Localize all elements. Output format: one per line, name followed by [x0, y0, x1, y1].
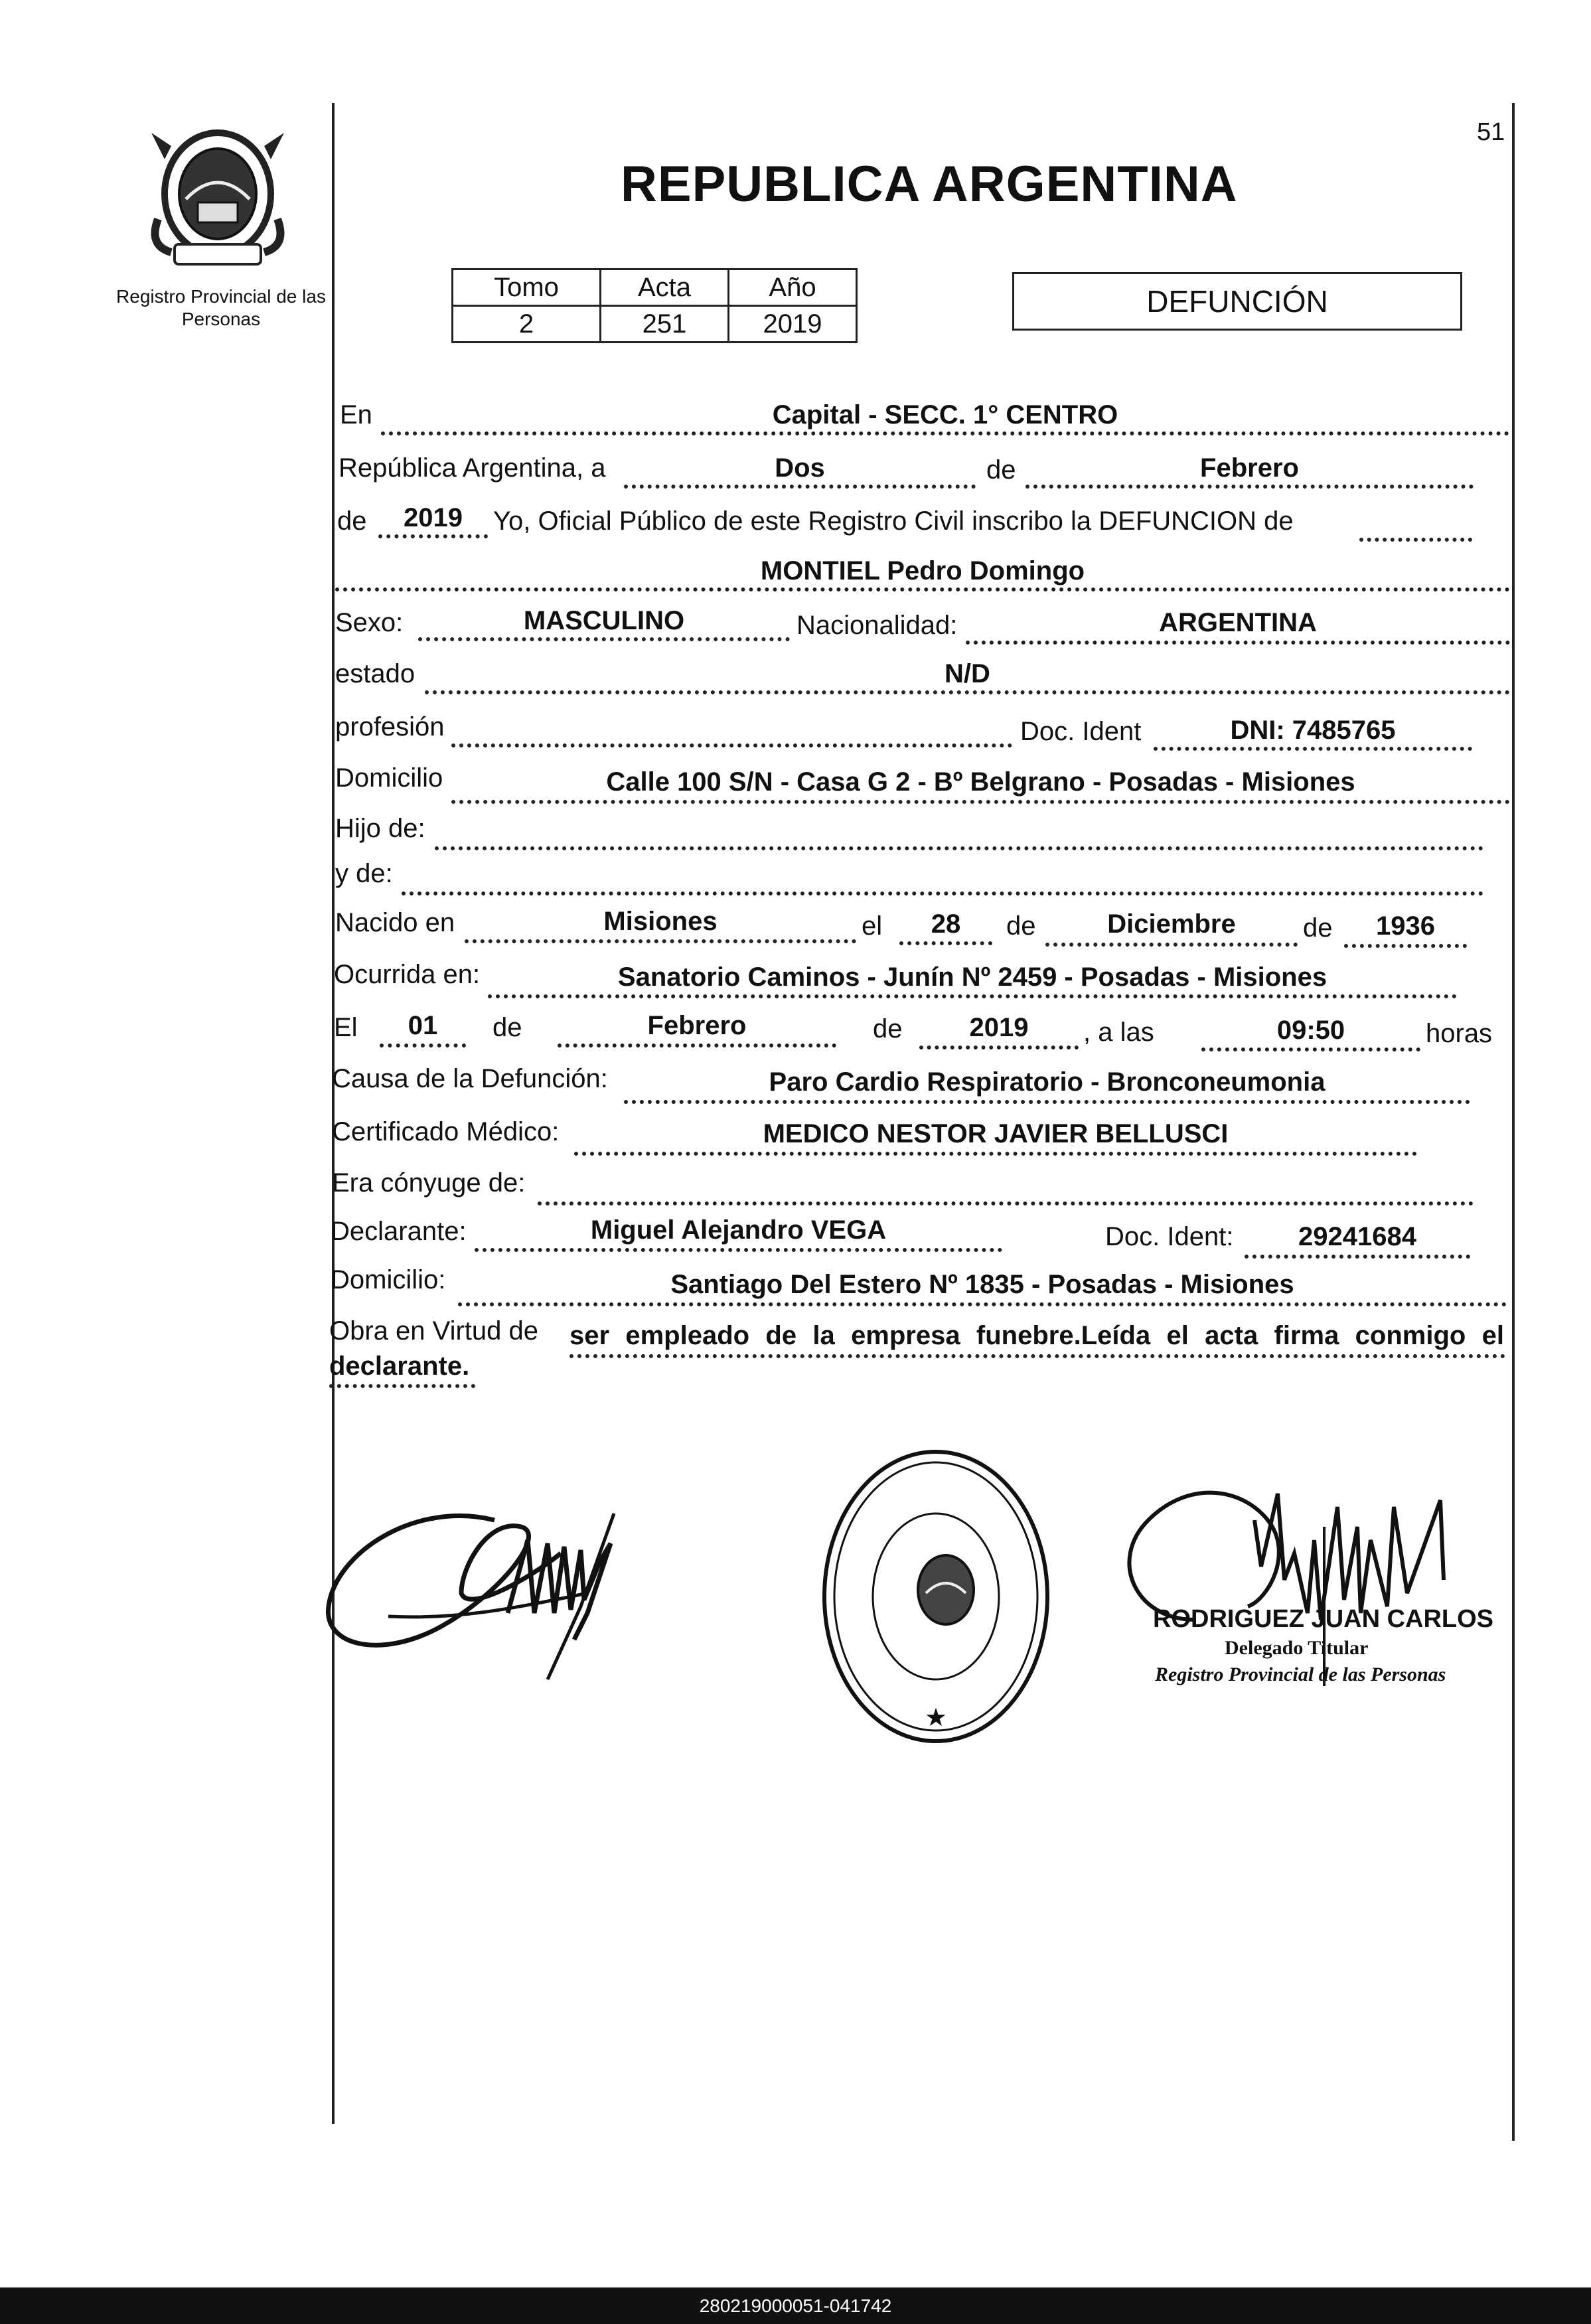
sexo-value: MASCULINO: [523, 606, 685, 635]
de-label: de: [986, 455, 1016, 485]
profesion-dots: [451, 743, 1012, 747]
day-value: Dos: [775, 453, 825, 483]
inscribo-dots: [1359, 538, 1472, 542]
ocurrida-dots: [488, 994, 1457, 998]
left-margin-rule: [332, 103, 335, 2124]
nacido-lugar-dots: [465, 939, 856, 943]
svg-text:★: ★: [924, 1703, 948, 1732]
declarante-label: Declarante:: [331, 1217, 467, 1246]
muerte-mes-dots: [558, 1044, 836, 1047]
nacido-mes: Diciembre: [1107, 909, 1236, 939]
month-dots: [1025, 485, 1474, 489]
deceased-name: MONTIEL Pedro Domingo: [760, 556, 1085, 585]
domicilio2-label: Domicilio:: [331, 1265, 446, 1294]
anio-header: Año: [729, 270, 857, 306]
nacido-mes-dots: [1045, 943, 1298, 947]
right-margin-rule: [1512, 103, 1515, 2141]
obra-value-line1: ser empleado de la empresa funebre.Leída el acta firma conmigo el: [569, 1321, 1504, 1350]
de-label-3: de: [1006, 911, 1036, 941]
domicilio-value: Calle 100 S/N - Casa G 2 - Bº Belgrano - Posadas - Misiones: [606, 767, 1355, 797]
page-number: 51: [1477, 118, 1505, 146]
declarant-signature: [309, 1480, 654, 1693]
tomo-header: Tomo: [453, 270, 601, 306]
causa-label: Causa de la Defunción:: [332, 1064, 608, 1093]
alas-label: , a las: [1083, 1018, 1154, 1047]
obra-dots-2: [329, 1384, 475, 1388]
nacionalidad-value: ARGENTINA: [1159, 608, 1317, 637]
doc2-dots: [1245, 1255, 1470, 1259]
ocurrida-value: Sanatorio Caminos - Junín Nº 2459 - Posadas - Misiones: [617, 963, 1327, 992]
hora-value: 09:50: [1276, 1016, 1345, 1045]
signature-org: Registro Provincial de las Personas: [1155, 1664, 1446, 1685]
de-label-2: de: [337, 506, 367, 536]
sexo-label: Sexo:: [335, 608, 404, 637]
yde-label: y de:: [335, 859, 393, 888]
estado-value: N/D: [945, 659, 990, 688]
causa-value: Paro Cardio Respiratorio - Bronconeumonia: [769, 1067, 1326, 1097]
conyuge-dots: [538, 1201, 1474, 1205]
deceased-dots: [335, 587, 1510, 591]
de-label-4: de: [1303, 913, 1333, 943]
record-type-box: DEFUNCIÓN: [1012, 272, 1462, 331]
doc-value: DNI: 7485765: [1230, 716, 1396, 745]
month-value: Febrero: [1200, 453, 1299, 483]
certificado-label: Certificado Médico:: [332, 1117, 560, 1146]
nacionalidad-label: Nacionalidad:: [796, 611, 958, 640]
certificado-dots: [574, 1152, 1417, 1156]
profesion-label: profesión: [335, 712, 445, 741]
obra-dots-1: [569, 1354, 1505, 1358]
tomo-value: 2: [453, 306, 601, 343]
registry-stamp: [813, 1444, 1059, 1756]
declarante-value: Miguel Alejandro VEGA: [590, 1215, 887, 1245]
registry-name: Registro Provincial de las Personas: [116, 286, 326, 329]
place-dots: [381, 431, 1509, 435]
el-label: el: [862, 911, 883, 941]
en-label: En: [340, 400, 372, 429]
muerte-anio-dots: [919, 1046, 1079, 1049]
nacido-lugar: Misiones: [603, 907, 718, 936]
muerte-dia: 01: [408, 1011, 438, 1040]
domicilio2-dots: [458, 1302, 1507, 1306]
certificado-value: MEDICO NESTOR JAVIER BELLUSCI: [763, 1119, 1229, 1148]
causa-dots: [624, 1100, 1470, 1104]
anio-value: 2019: [729, 306, 857, 343]
de-label-6: de: [873, 1014, 903, 1044]
de-label-5: de: [492, 1013, 522, 1042]
muerte-mes: Febrero: [647, 1011, 747, 1040]
day-dots: [624, 485, 976, 489]
declarante-dots: [475, 1248, 1002, 1252]
year-value: 2019: [404, 503, 463, 532]
year-dots: [378, 534, 488, 538]
document-code-footer: 280219000051-041742: [0, 2287, 1591, 2324]
conyuge-label: Era cónyuge de:: [332, 1168, 526, 1198]
domicilio-label: Domicilio: [335, 763, 443, 793]
nacido-anio: 1936: [1376, 911, 1435, 941]
provincia-misiones-seal: [145, 119, 291, 272]
page-title: REPUBLICA ARGENTINA: [621, 156, 1238, 212]
republica-label: República Argentina, a: [339, 453, 606, 483]
ocurrida-label: Ocurrida en:: [334, 960, 481, 989]
horas-label: horas: [1426, 1019, 1493, 1048]
signature-role: Delegado Titular: [1225, 1637, 1369, 1659]
obra-label: Obra en Virtud de: [329, 1316, 539, 1346]
nacido-anio-dots: [1344, 944, 1467, 948]
place-value: Capital - SECC. 1° CENTRO: [772, 400, 1118, 429]
estado-label: estado: [335, 659, 416, 688]
acta-value: 251: [601, 306, 729, 343]
estado-dots: [425, 690, 1510, 694]
nacionalidad-dots: [966, 641, 1510, 645]
doc-label: Doc. Ident: [1020, 717, 1142, 746]
yde-dots: [402, 891, 1483, 895]
muerte-anio: 2019: [969, 1013, 1029, 1042]
hijo-dots: [435, 846, 1483, 850]
nacido-dia: 28: [931, 909, 961, 939]
record-table: [451, 268, 858, 343]
doc-dots: [1154, 747, 1472, 751]
acta-header: Acta: [601, 270, 729, 306]
muerte-dia-dots: [380, 1044, 466, 1047]
nacido-label: Nacido en: [335, 908, 455, 937]
nacido-dia-dots: [899, 941, 992, 945]
doc2-label: Doc. Ident:: [1105, 1222, 1234, 1251]
sexo-dots: [418, 637, 790, 641]
signature-name: RODRIGUEZ JUAN CARLOS: [1153, 1605, 1494, 1633]
inscribo-text: Yo, Oficial Público de este Registro Civil inscribo la DEFUNCION de: [493, 506, 1294, 536]
doc2-value: 29241684: [1298, 1222, 1416, 1251]
domicilio-dots: [451, 800, 1510, 804]
obra-value-line2: declarante.: [329, 1352, 470, 1381]
hora-dots: [1201, 1047, 1420, 1051]
domicilio2-value: Santiago Del Estero Nº 1835 - Posadas - Misiones: [670, 1270, 1294, 1299]
hijo-label: Hijo de:: [335, 814, 425, 843]
el2-label: El: [334, 1013, 358, 1042]
